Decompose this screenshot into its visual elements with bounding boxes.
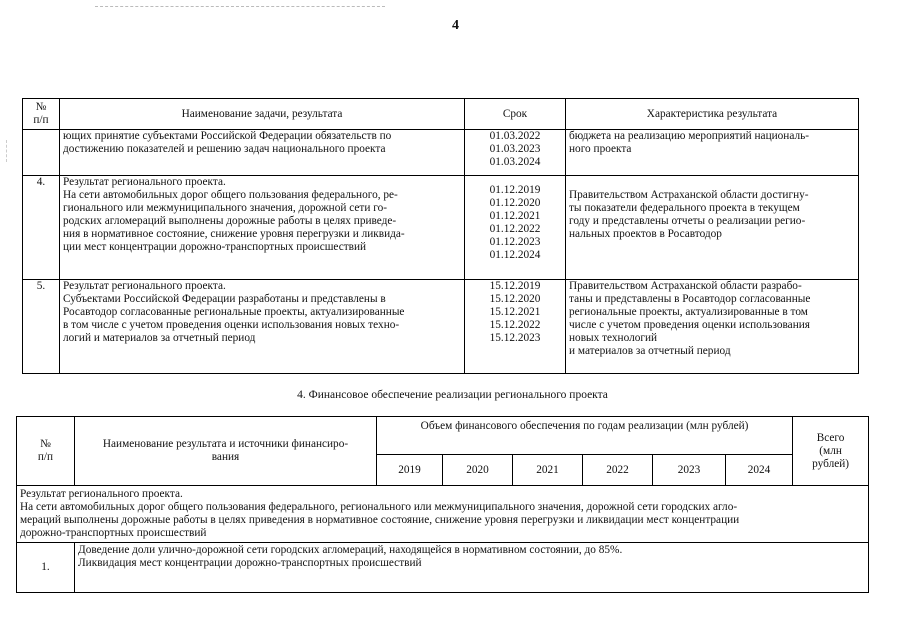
year-2020: 2020 xyxy=(443,455,513,486)
year-2022: 2022 xyxy=(583,455,653,486)
row-name: Результат регионального проекта. Субъектами Российской Федерации разработаны и представлены в Росавтодор согласованные региональные проекты, актуализированные в том числе с учетом проведения оценки использования новых техно- логий и материалов за отчетный период xyxy=(60,280,465,374)
table-row xyxy=(23,176,859,280)
section-title: 4. Финансовое обеспечение реализации регионального проекта xyxy=(297,389,608,401)
col-num-header: № п/п xyxy=(17,417,75,486)
col-term-header: Срок xyxy=(465,99,566,130)
result-text: Результат регионального проекта. На сети автомобильных дорог общего пользования федерального, регионального или межмуниципального значения, дорожной сети городских агло- мераций выполнены дорожные работы в целях приведения в нормативное состояние, снижение уровня перегрузки и ликвидации мест концентрации дорожно-транспортных происшествий xyxy=(17,486,869,543)
row-num: 5. xyxy=(23,280,60,374)
col-num-header: № п/п xyxy=(23,99,60,130)
year-2019: 2019 xyxy=(377,455,443,486)
scan-artifact-side xyxy=(6,140,9,162)
row-characteristic: Правительством Астраханской области разрабо- таны и представлены в Росавтодор согласованные региональные проекты, актуализированные в том числе с учетом проведения оценки использования новых технологий и материалов за отчетный период xyxy=(566,280,859,374)
table-row xyxy=(23,280,859,374)
row-characteristic: Правительством Астраханской области достигну- ты показатели федерального проекта в текущем году и представлены отчеты о реализации регио- нальных проектов в Росавтодор xyxy=(566,176,859,280)
table-row xyxy=(17,543,869,593)
year-2023: 2023 xyxy=(653,455,726,486)
col-volume-header: Объем финансового обеспечения по годам реализации (млн рублей) xyxy=(377,417,793,455)
row-name: Результат регионального проекта. На сети автомобильных дорог общего пользования федерального, ре- гионального или межмуниципального значения, дорожной сети го- родских агломераций выполнены дорожные работы в целях приведе- ния в нормативное состояние, снижение уровня перегрузки и ликвида- ции мест концентрации дорожно-транспортных происшествий xyxy=(60,176,465,280)
scan-artifact xyxy=(95,6,385,10)
col-total-header: Всего (млн рублей) xyxy=(793,417,869,486)
col-name-header: Наименование задачи, результата xyxy=(60,99,465,130)
row-dates: 15.12.2019 15.12.2020 15.12.2021 15.12.2022 15.12.2023 xyxy=(465,280,566,374)
table-header-row xyxy=(17,417,869,455)
year-2024: 2024 xyxy=(726,455,793,486)
financing-table xyxy=(16,416,869,593)
row-text: Доведение доли улично-дорожной сети городских агломераций, находящейся в нормативном состоянии, до 85%. Ликвидация мест концентрации дорожно-транспортных происшествий xyxy=(75,543,869,593)
row-dates: 01.03.2022 01.03.2023 01.03.2024 xyxy=(465,130,566,176)
col-characteristic-header: Характеристика результата xyxy=(566,99,859,130)
tasks-table xyxy=(22,98,859,374)
row-name: ющих принятие субъектами Российской Федерации обязательств по достижению показателей и решению задач национального проекта xyxy=(60,130,465,176)
row-num xyxy=(23,130,60,176)
page-number: 4 xyxy=(452,18,459,33)
row-num: 4. xyxy=(23,176,60,280)
col-name-header: Наименование результата и источники финансиро- вания xyxy=(75,417,377,486)
year-2021: 2021 xyxy=(513,455,583,486)
table-row xyxy=(23,130,859,176)
row-characteristic: бюджета на реализацию мероприятий националь- ного проекта xyxy=(566,130,859,176)
result-row xyxy=(17,486,869,543)
row-dates: 01.12.2019 01.12.2020 01.12.2021 01.12.2022 01.12.2023 01.12.2024 xyxy=(465,176,566,280)
table-header-row xyxy=(23,99,859,130)
row-num: 1. xyxy=(17,543,75,593)
